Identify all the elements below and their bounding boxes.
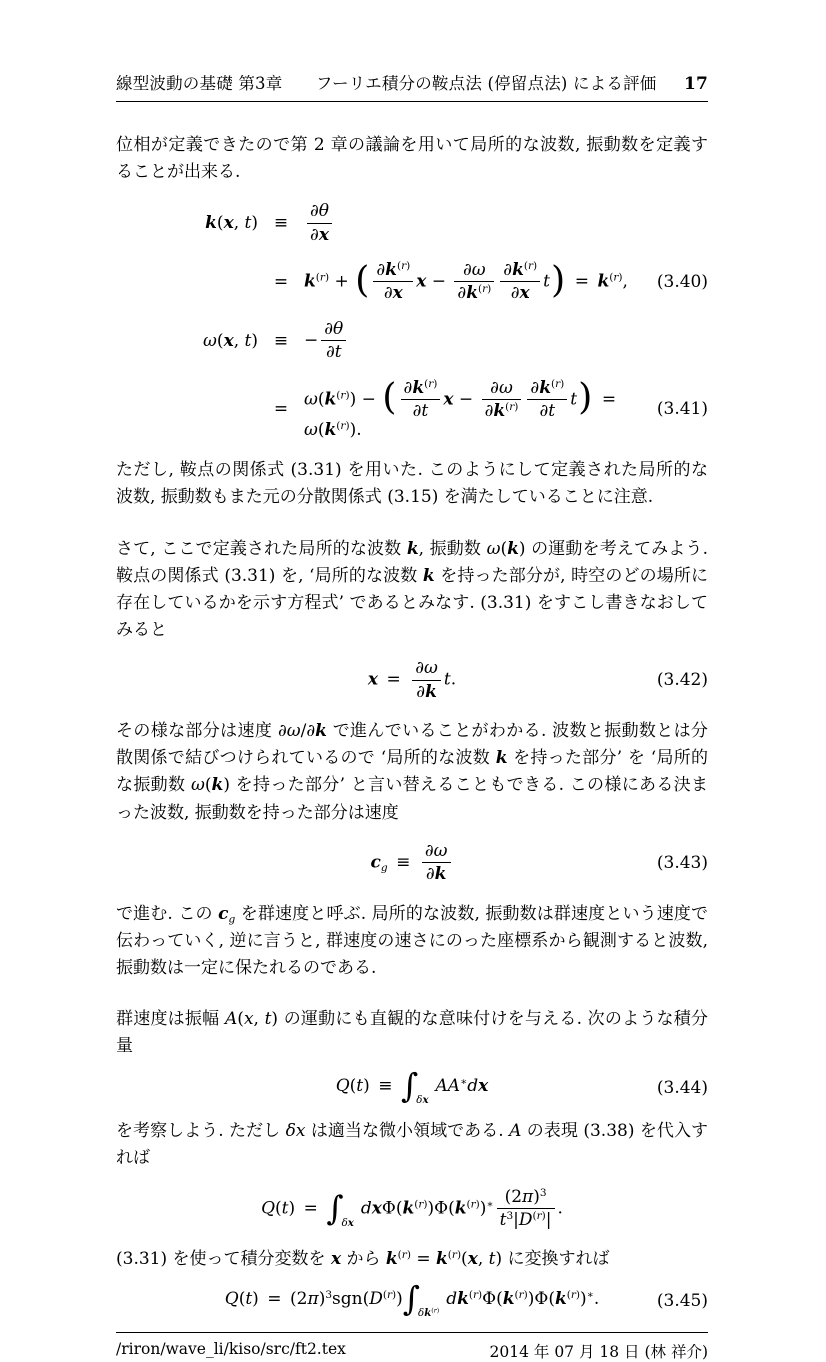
header-title: 線型波動の基礎 第3章 フーリエ積分の鞍点法 (停留点法) による評価 (116, 74, 657, 93)
equation-number-344: (3.44) (656, 1078, 708, 1099)
eq341-line1-body: − $\frac{\partial\theta}{\partial t}$ (304, 320, 349, 362)
equation-number-342: (3.42) (656, 670, 708, 691)
page-footer (116, 1332, 708, 1362)
equation-344-body: Q(t) ≡ $\int_{\delta x}AA^∗dx$ (335, 1065, 489, 1107)
eq341-line2-body: $\omega(k^{(r)})$ − ( $\frac{\partial k^{(r)}}{\partial t}$ x − $\frac{\partial\omega}{\partial k^{(r)}}$ $\frac{\partial k^{(r)}}{\partial t}$ t) = $\omega(k^{(r)})$. (304, 375, 625, 441)
paragraph-change-variable: (3.31) を使って積分変数を x から $k^{(r)} = k^{(r)}(x$, t) に変換すれば (116, 1249, 610, 1270)
paragraph-saddle-note: ただし, 鞍点の関係式 (3.31) を用いた. このようにして定義された局所的な波数, 振動数もまた元の分散関係式 (3.15) を満たしていることに注意. (116, 460, 708, 508)
eq341-relation: ≡ (273, 330, 289, 351)
eq341-line1 (304, 320, 708, 362)
eq340-relation2: = (273, 271, 289, 292)
paragraph-motion: さて, ここで定義された局所的な波数 k, 振動数 ω(k) の運動を考えてみよう. 鞍点の関係式 (3.31) を, ‘局所的な波数 k を持った部分が, 時空のどの場所に存在しているかを示す方程式’ であるとみなす. (3.31) をすこし書きなおしてみると (116, 538, 708, 641)
equation-number-341: (3.41) (656, 399, 708, 420)
page-header (116, 70, 708, 102)
equation-342-body: x = $\frac{\partial\omega}{\partial k}$ t. (367, 658, 457, 702)
eq340-relation: ≡ (273, 213, 289, 234)
equation-q-unnumbered (116, 1188, 708, 1230)
page-number: 17 (683, 74, 708, 94)
equation-q-unnumbered-body: Q(t) = $\int_{\delta x}dx\Phi(k^{(r)})\Phi(k^{(r)})^∗$ $\frac{(2\pi)^3}{t^3|D^{(r)}|}$ . (261, 1186, 563, 1230)
footer-source-path: /riron/wave_li/kiso/src/ft2.tex (116, 1340, 346, 1359)
paragraph-group-velocity-meaning: で進む. この $c_g$ を群速度と呼ぶ. 局所的な波数, 振動数は群速度という速度で伝わっていく, 逆に言うと, 群速度の速さにのった座標系から観測すると波数, 振動数は一定に保たれるのである. (116, 903, 708, 978)
eq340-line2 (304, 257, 708, 304)
eq341-relation2: = (273, 399, 289, 420)
equation-342 (116, 659, 708, 701)
eq340-line1-body: $\frac{\partial\theta}{\partial x}$ (304, 202, 335, 244)
paragraph-intro: 位相が定義できたので第 2 章の議論を用いて局所的な波数, 振動数を定義することが出来る. (116, 135, 708, 183)
equation-345-body: Q(t) = $(2\pi)^3sgn(D^{(r)})\int_{\delta k^{(r)}}dk^{(r)}\Phi(k^{(r)})\Phi(k^{(r)})^∗$. (224, 1278, 600, 1320)
equation-343 (116, 842, 708, 884)
equation-number-340: (3.40) (656, 271, 708, 292)
equation-343-body: $c_g$ ≡ $\frac{\partial\omega}{\partial k}$ (370, 842, 453, 884)
footer-date-author: 2014 年 07 月 18 日 (林 祥介) (489, 1343, 708, 1362)
paragraph-group-velocity-intro: その様な部分は速度 ∂ω/∂k で進んでいることがわかる. 波数と振動数とは分散関係で結びつけられているので ‘局所的な波数 k を持った部分’ を ‘局所的な振動数 ω(k) を持った部分’ と言い替えることもできる. この様にある決まった波数, 振動数を持った部分は速度 (116, 721, 708, 823)
paragraph-consider-integral: を考察しよう. ただし δx は適当な微小領域である. A の表現 (3.38) を代入すれば (116, 1121, 708, 1169)
equation-345 (116, 1278, 708, 1320)
eq340-line1 (304, 202, 708, 244)
eqnarray-wavenumber-frequency-definition (116, 202, 708, 440)
equation-number-343: (3.43) (656, 852, 708, 873)
eq341-line2 (304, 375, 708, 441)
eq340-line2-body: $k^{(r)}$ + ( $\frac{\partial k^{(r)}}{\partial x}$ x − $\frac{\partial\omega}{\partial k^{(r)}}$ $\frac{\partial k^{(r)}}{\partial x}$ t) = $k^{(r)}$, (304, 257, 628, 304)
paragraph-amplitude: 群速度は振幅 A(x, t) の運動にも直観的な意味付けを与える. 次のような積分量 (116, 1009, 709, 1057)
eq341-lhs: ω(x, t) (203, 330, 258, 351)
eq340-lhs: k(x, t) (205, 213, 258, 234)
equation-number-345: (3.45) (656, 1291, 708, 1312)
equation-344 (116, 1065, 708, 1107)
